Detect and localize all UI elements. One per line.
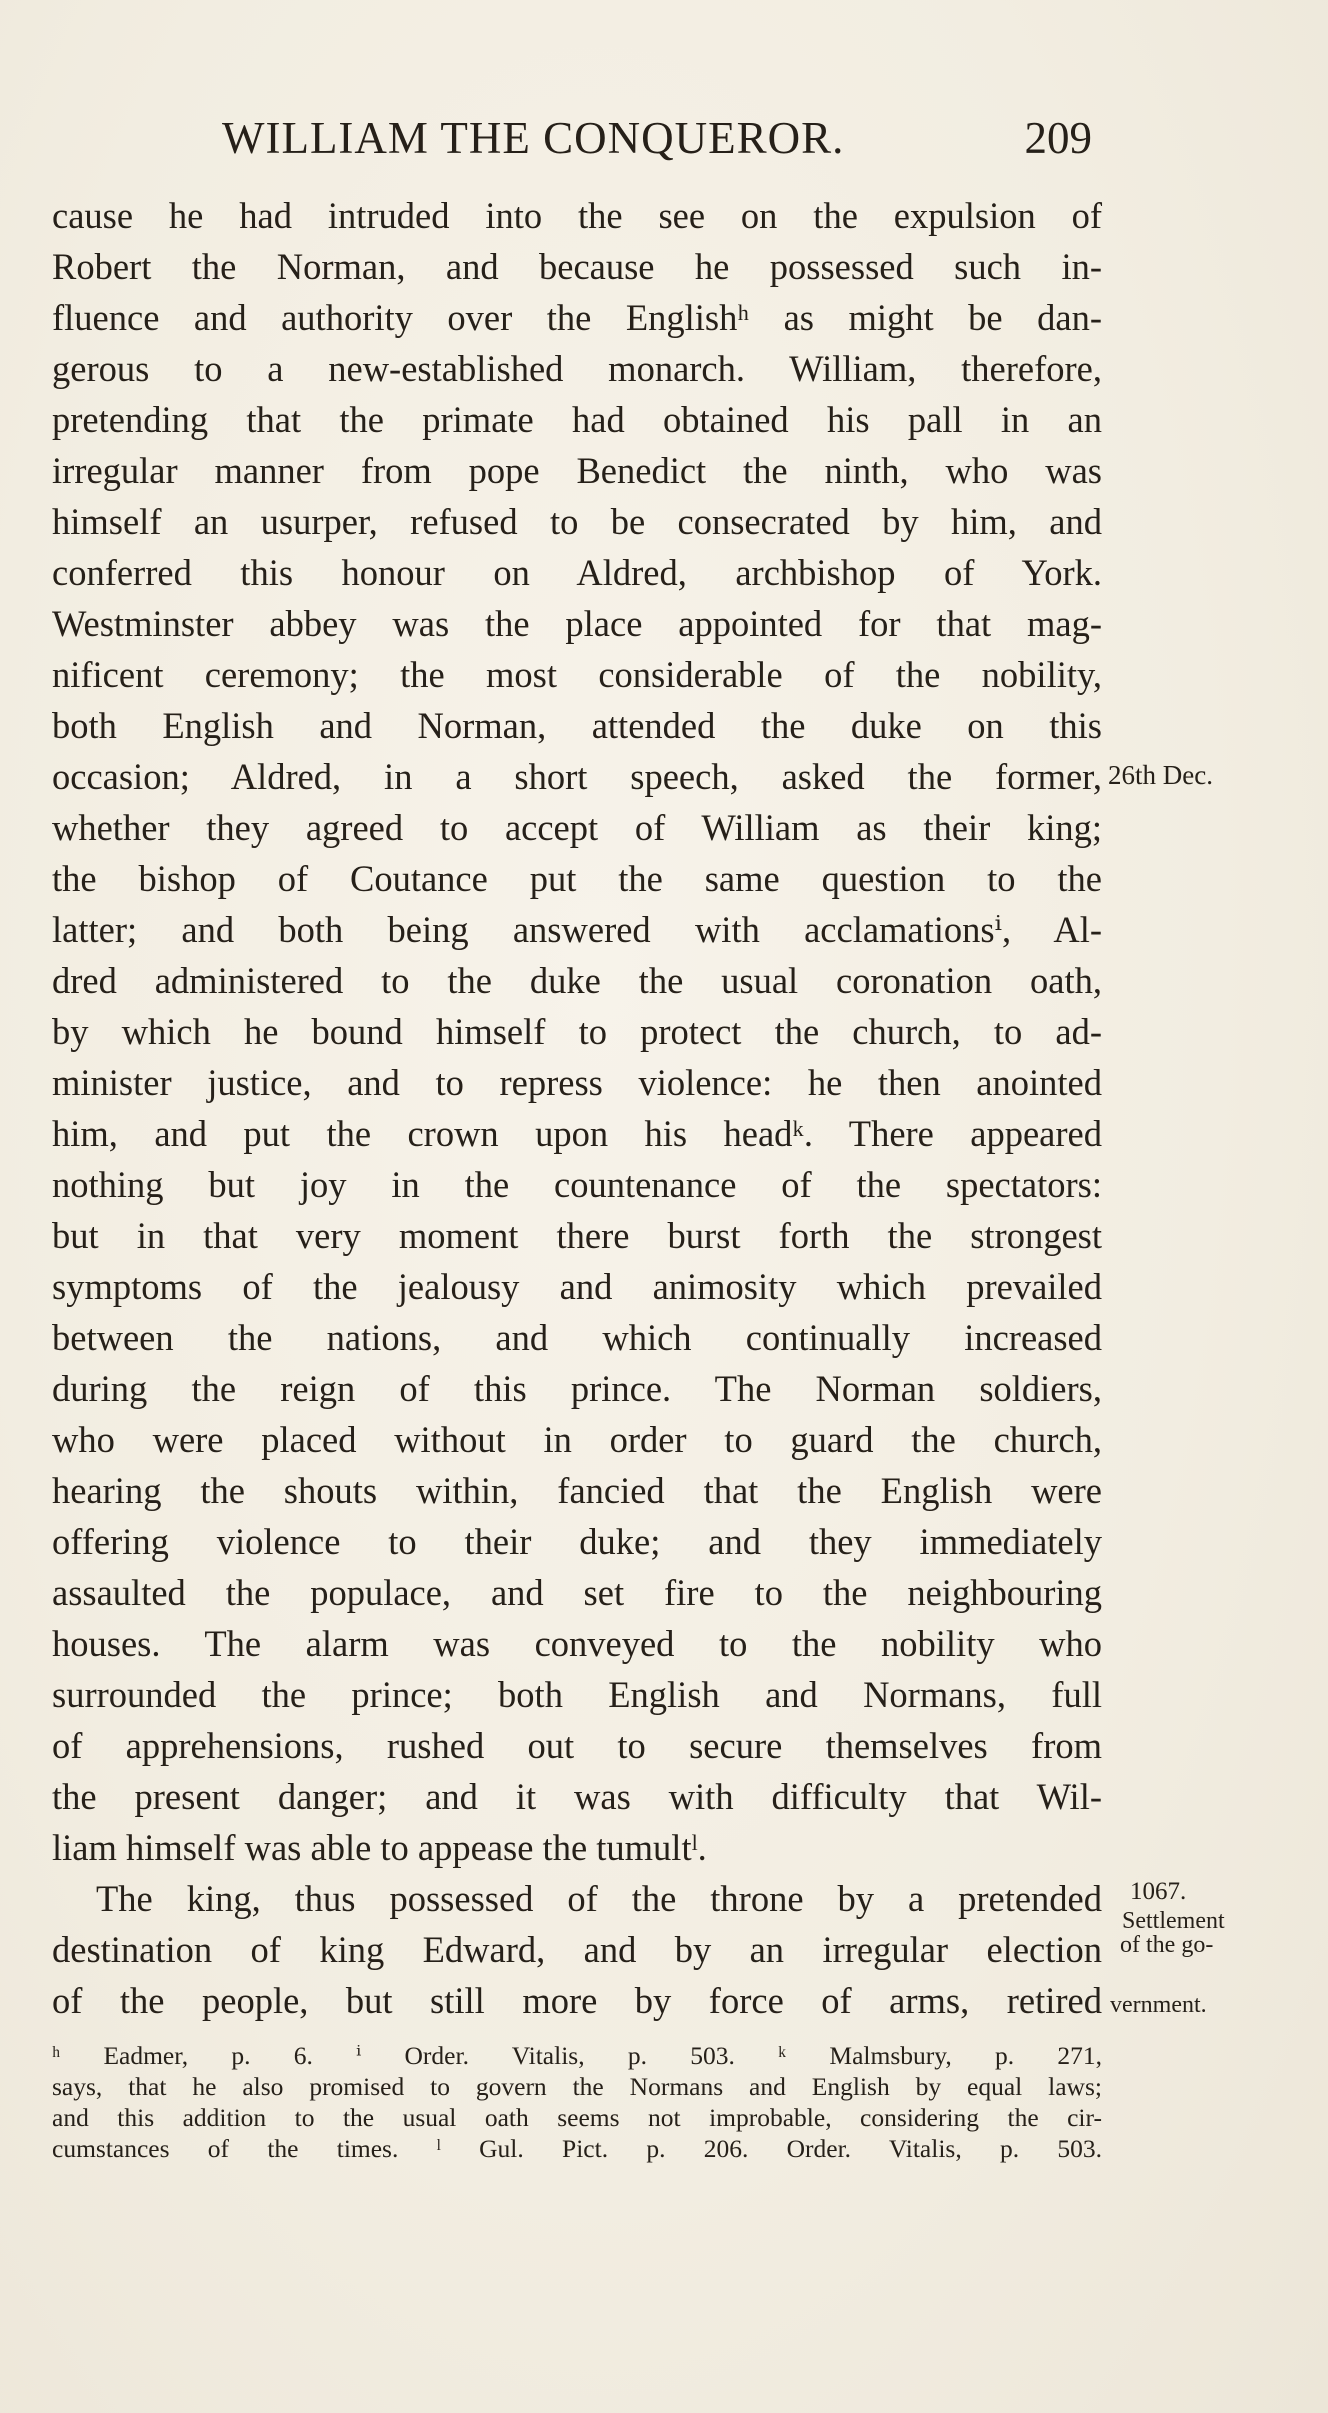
body-line: assaulted the populace, and set fire to the neighbouring xyxy=(52,1572,1102,1613)
body-line: cause he had intruded into the see on the expulsion of xyxy=(52,195,1102,236)
body-line: by which he bound himself to protect the church, to ad- xyxy=(52,1011,1102,1052)
body-line: of the people, but still more by force of arms, retired xyxy=(52,1980,1102,2021)
body-line: of apprehensions, rushed out to secure themselves from xyxy=(52,1725,1102,1766)
body-line: irregular manner from pope Benedict the ninth, who was xyxy=(52,450,1102,491)
body-line: Westminster abbey was the place appointed for that mag- xyxy=(52,603,1102,644)
body-line: dred administered to the duke the usual coronation oath, xyxy=(52,960,1102,1001)
margin-note-settlement: vernment. xyxy=(1110,1992,1207,2018)
running-head: WILLIAM THE CONQUEROR. xyxy=(222,113,845,163)
body-line: occasion; Aldred, in a short speech, asked the former, xyxy=(52,756,1102,797)
body-line: destination of king Edward, and by an irregular election xyxy=(52,1929,1102,1970)
body-line: Robert the Norman, and because he possessed such in- xyxy=(52,246,1102,287)
page-header xyxy=(52,108,1092,168)
body-line: houses. The alarm was conveyed to the nobility who xyxy=(52,1623,1102,1664)
body-line: during the reign of this prince. The Norman soldiers, xyxy=(52,1368,1102,1409)
body-line-paragraph-start: The king, thus possessed of the throne by a pretended xyxy=(96,1878,1102,1919)
body-line: surrounded the prince; both English and Normans, full xyxy=(52,1674,1102,1715)
body-line: the bishop of Coutance put the same question to the xyxy=(52,858,1102,899)
body-line: minister justice, and to repress violence: he then anointed xyxy=(52,1062,1102,1103)
footnote-line: and this addition to the usual oath seems not improbable, considering the cir- xyxy=(52,2103,1102,2132)
body-text xyxy=(52,190,1102,2026)
body-line: conferred this honour on Aldred, archbishop of York. xyxy=(52,552,1102,593)
body-line: both English and Norman, attended the duke on this xyxy=(52,705,1102,746)
footnotes xyxy=(52,2040,1102,2164)
body-line: him, and put the crown upon his headᵏ. There appeared xyxy=(52,1113,1102,1154)
body-line: the present danger; and it was with difficulty that Wil- xyxy=(52,1776,1102,1817)
footnote-line: cumstances of the times. ˡ Gul. Pict. p. 206. Order. Vitalis, p. 503. xyxy=(52,2134,1102,2163)
body-line: nothing but joy in the countenance of the spectators: xyxy=(52,1164,1102,1205)
margin-note-date: 26th Dec. xyxy=(1108,760,1213,790)
body-line: fluence and authority over the Englishʰ as might be dan- xyxy=(52,297,1102,338)
body-line: latter; and both being answered with acclamationsⁱ, Al- xyxy=(52,909,1102,950)
footnote-line: says, that he also promised to govern the Normans and English by equal laws; xyxy=(52,2072,1102,2101)
margin-note-year: 1067. xyxy=(1130,1878,1187,1905)
page-number: 209 xyxy=(1024,113,1092,163)
body-line: symptoms of the jealousy and animosity which prevailed xyxy=(52,1266,1102,1307)
body-line: gerous to a new-established monarch. William, therefore, xyxy=(52,348,1102,389)
body-line: who were placed without in order to guard the church, xyxy=(52,1419,1102,1460)
body-line: pretending that the primate had obtained his pall in an xyxy=(52,399,1102,440)
body-line: whether they agreed to accept of William as their king; xyxy=(52,807,1102,848)
body-line: between the nations, and which continually increased xyxy=(52,1317,1102,1358)
body-line: himself an usurper, refused to be consecrated by him, and xyxy=(52,501,1102,542)
body-line: liam himself was able to appease the tumultˡ. xyxy=(52,1827,707,1868)
body-line: but in that very moment there burst forth the strongest xyxy=(52,1215,1102,1256)
footnote-line: ʰ Eadmer, p. 6. ⁱ Order. Vitalis, p. 503. ᵏ Malmsbury, p. 271, xyxy=(52,2041,1102,2070)
body-line: hearing the shouts within, fancied that the English were xyxy=(52,1470,1102,1511)
body-line: nificent ceremony; the most considerable of the nobility, xyxy=(52,654,1102,695)
margin-note-settlement: Settlement xyxy=(1122,1908,1225,1934)
margin-note-settlement: of the go- xyxy=(1120,1932,1214,1958)
body-line: offering violence to their duke; and they immediately xyxy=(52,1521,1102,1562)
